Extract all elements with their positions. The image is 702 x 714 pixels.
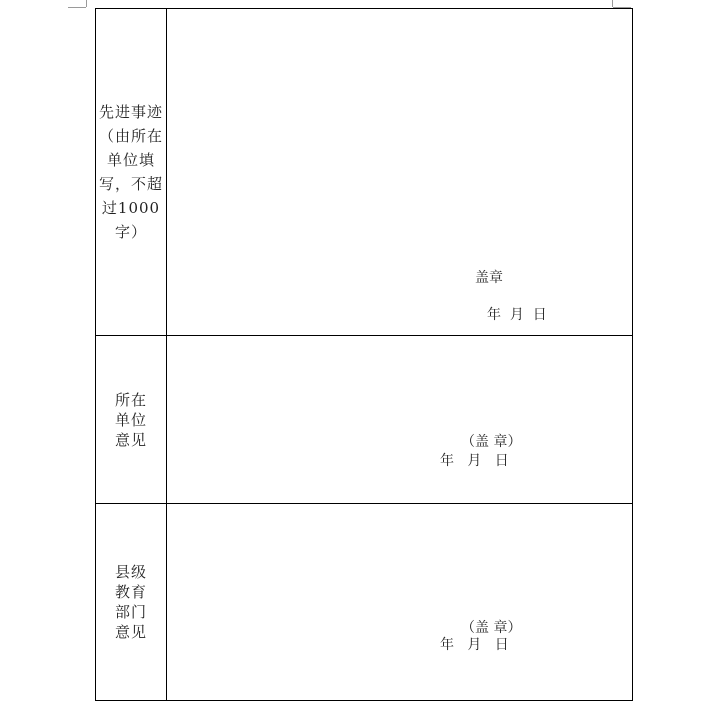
seal-text: 盖章 <box>475 270 503 286</box>
row-unit-opinion <box>96 336 633 504</box>
label-unit-opinion: 所在 单位 意见 <box>114 390 147 449</box>
label-cell-unit-opinion <box>96 336 167 504</box>
date-text: 年 月 日 <box>487 307 547 323</box>
corner-mark-left <box>86 0 87 7</box>
content-cell-county-opinion[interactable] <box>167 504 633 701</box>
corner-mark-right <box>612 0 613 7</box>
label-cell-county-opinion <box>96 504 167 701</box>
award-form-table <box>95 8 633 701</box>
content-cell-advanced-deeds[interactable] <box>167 9 633 336</box>
label-county-opinion: 县级 教育 部门 意见 <box>114 563 147 641</box>
date-text: 年 月 日 <box>440 453 509 469</box>
corner-mark-left-horizontal <box>68 7 86 8</box>
seal-text: （盖 章） <box>461 434 522 450</box>
content-cell-unit-opinion[interactable] <box>167 336 633 504</box>
row-advanced-deeds <box>96 9 633 336</box>
label-advanced-deeds: 先进事迹 （由所在 单位填 写，不超 过1000 字） <box>98 103 163 241</box>
seal-text: （盖 章） <box>461 620 522 636</box>
row-county-opinion <box>96 504 633 701</box>
date-text: 年 月 日 <box>440 637 509 653</box>
label-cell-advanced-deeds <box>96 9 167 336</box>
